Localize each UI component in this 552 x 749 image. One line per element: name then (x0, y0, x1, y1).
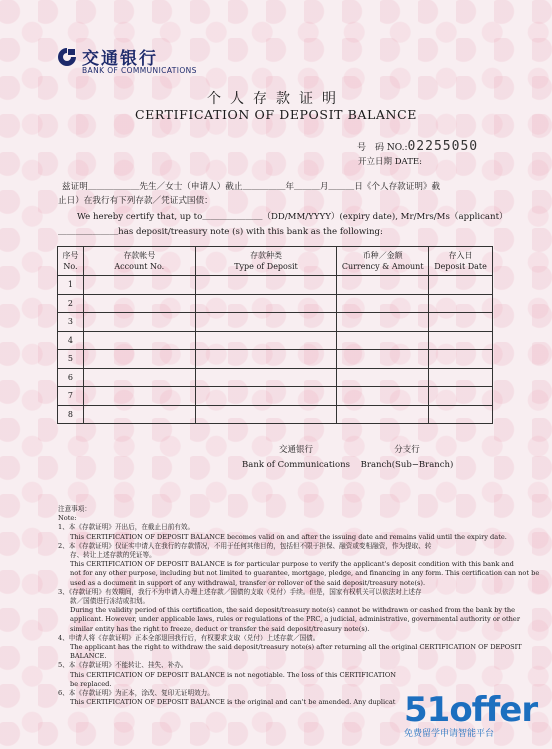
bank-name-en: BANK OF COMMUNICATIONS (82, 66, 197, 75)
watermark-tagline: 免费留学申请智能平台 (404, 729, 495, 739)
bank-name-cn: 交通银行 (82, 49, 158, 69)
issue-date-label: 开立日期 DATE: (358, 157, 422, 167)
note-line: This CERTIFICATION OF DEPOSIT BALANCE is the original and can't be amended. Any duplicat (70, 698, 396, 707)
deposit-table (57, 246, 493, 424)
header-type: 存款种类 Type of Deposit (195, 247, 337, 276)
note-line: This CERTIFICATION OF DEPOSIT BALANCE is for particular purpose to verify the applicant's deposit condition with this bank and (70, 560, 514, 569)
table-row: 2 (58, 294, 493, 313)
note-line: not for any other purpose, including but not limited to guarantee, mortgage, pledge, and financing in any form. This certification can not be (70, 569, 540, 578)
bank-emblem-icon (56, 46, 78, 68)
note-line: 5、本《存款证明》不能转让、挂失、补办。 (58, 661, 188, 670)
note-line: 1、本《存款证明》开出后，在截止日前有效。 (58, 523, 195, 532)
statement-line-1: 兹证明＿＿＿＿＿＿先生／女士（申请人）截止＿＿＿＿＿年＿＿＿月＿＿＿日《个人存款证明》截 (62, 182, 441, 192)
table-row: 6 (58, 368, 493, 387)
note-line: The applicant has the right to withdraw the said deposit/treasury note(s) after returning all the original CERTIFICATION OF DEPOSIT (70, 643, 522, 652)
note-line: 款／国债进行冻结或扣划。 (70, 597, 150, 606)
number-label: 号 码 NO.: (357, 143, 408, 153)
table-row: 7 (58, 387, 493, 406)
note-line: similar entity has the right to freeze, deduct or transfer the said deposit/treasury note(s). (70, 624, 370, 633)
note-line: used as a document in support of any withdrawal, transfer or rollover of the said deposit/treasury note(s). (70, 578, 426, 587)
note-line: 3、《存款证明》有效期间，我行不为申请人办理上述存款／国债的支取（兑付）手续。但是，国家有权机关可以依法对上述存 (58, 587, 422, 596)
note-line: 2、本《存款证明》仅证实申请人在我行的存款情况，不用于任何其他目的，包括但不限于担保、融资或变相融资，作为提取、转 (58, 541, 432, 550)
note-line: 存、转让上述存款的凭证等。 (70, 551, 156, 560)
note-line: 4、申请人将《存款证明》正本全部退回我行后，有权要求支取（兑付）上述存款／国债。 (58, 633, 320, 642)
note-line: BALANCE. (70, 652, 107, 661)
note-line: During the validity period of this certification, the said deposit/treasury note(s) cannot be withdrawn or cashed from the bank by the (70, 606, 516, 615)
signature-bank-cn: 交通银行 (278, 445, 313, 455)
table-header-row (58, 247, 493, 276)
note-line: This CERTIFICATION OF DEPOSIT BALANCE becomes valid on and after the issuing date and remains valid until the expiry date. (70, 532, 507, 541)
note-line: applicant. However, under applicable laws, rules or regulations of the PRC, a judicial, administrative, governmental authority or other (70, 615, 520, 624)
table-row: 1 (58, 276, 493, 295)
statement-line-4: ＿＿＿＿＿＿＿has deposit/treasury note (s) with this bank as the following: (58, 227, 383, 237)
table-row: 3 (58, 313, 493, 332)
watermark-logo: 51offer (404, 690, 538, 730)
number-value: 02255050 (407, 139, 479, 154)
title-en: CERTIFICATION OF DEPOSIT BALANCE (135, 107, 417, 122)
signature-branch-en: Branch(Sub−Branch) (360, 460, 454, 470)
table-row: 5 (58, 350, 493, 369)
table-row: 8 (58, 405, 493, 424)
statement-line-2: 止日）在我行有下列存款／凭证式国债： (58, 196, 213, 206)
signature-branch-cn: 分支行 (394, 445, 420, 455)
header-date: 存入日 Deposit Date (429, 247, 493, 276)
notes-section (58, 505, 540, 707)
signature-bank-en: Bank of Communications (242, 460, 350, 470)
header-no: 序号 No. (58, 247, 84, 276)
title-cn: 个人存款证明 (207, 91, 345, 107)
note-line: This CERTIFICATION OF DEPOSIT BALANCE is not negotiable. The loss of this CERTIFICATION (70, 670, 397, 679)
statement-line-3: We hereby certify that, up to＿＿＿＿＿＿＿（DD/MM/YYYY）(expiry date), Mr/Mrs/Ms（applicant） (77, 212, 508, 222)
table-row: 4 (58, 331, 493, 350)
watermark (404, 690, 537, 739)
header-amount: 币种／金额 Currency & Amount (337, 247, 429, 276)
note-line: Note: (58, 514, 77, 523)
header-account: 存款帐号 Account No. (83, 247, 195, 276)
note-line: be replaced. (70, 679, 112, 688)
certificate-number (357, 139, 478, 154)
note-line: 注意事项： (58, 505, 91, 513)
note-line: 6、本《存款证明》为正本，涂改、复印无证明效力。 (58, 689, 214, 698)
signature-bank (236, 443, 356, 470)
signature-branch (352, 443, 462, 470)
